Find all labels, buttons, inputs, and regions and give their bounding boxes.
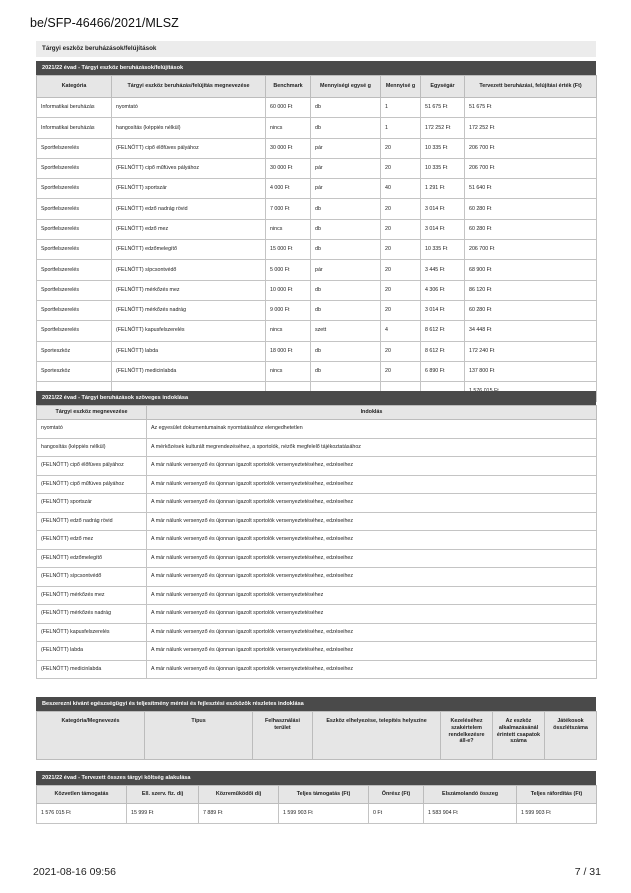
column-header: Benchmark xyxy=(266,76,311,98)
column-header: Játékosok összlétszáma xyxy=(545,712,597,760)
table-cell: 20 xyxy=(381,219,421,239)
table-cell: A már nálunk versenyző és újonnan igazolt sportolók versenyeztetéséhez, edzéseihez xyxy=(147,457,597,476)
cost-value: 1 576 015 Ft xyxy=(37,804,127,824)
table-cell: db xyxy=(311,361,381,381)
table-row xyxy=(37,361,597,381)
cost-value: 1 583 904 Ft xyxy=(424,804,517,824)
table-row xyxy=(37,605,597,624)
health-title: Beszerezni kívánt egészségügyi és teljesítmény mérési és fejlesztési eszközök részletes indoklása xyxy=(36,697,596,711)
table-cell: 20 xyxy=(381,300,421,320)
table-cell: nincs xyxy=(266,219,311,239)
table-cell: A már nálunk versenyző és újonnan igazolt sportolók versenyeztetéséhez, edzéseihez xyxy=(147,475,597,494)
cost-value: 7 889 Ft xyxy=(199,804,279,824)
table-cell: 60 280 Ft xyxy=(465,300,597,320)
table-cell: 60 280 Ft xyxy=(465,219,597,239)
column-header: Önrész (Ft) xyxy=(369,786,424,804)
table-row xyxy=(37,158,597,178)
column-header: Teljes ráfordítás (Ft) xyxy=(517,786,597,804)
column-header: Kezeléséhez szakértelem rendelkezésre áll-e? xyxy=(441,712,493,760)
table-cell: (FELNŐTT) edző nadrág rövid xyxy=(37,512,147,531)
column-header: Az eszköz alkalmazásánál érintett csapatok száma xyxy=(493,712,545,760)
table-row xyxy=(37,549,597,568)
costs-values-row xyxy=(37,804,597,824)
table-cell: 6 890 Ft xyxy=(421,361,465,381)
table-cell: 68 900 Ft xyxy=(465,260,597,280)
table-cell: 206 700 Ft xyxy=(465,240,597,260)
table-row xyxy=(37,98,597,118)
table-cell: 51 640 Ft xyxy=(465,179,597,199)
table-cell: A már nálunk versenyző és újonnan igazolt sportolók versenyeztetéséhez, edzéseihez xyxy=(147,512,597,531)
table-cell: 51 675 Ft xyxy=(421,98,465,118)
table-row xyxy=(37,475,597,494)
health-section xyxy=(36,697,596,760)
table-cell: db xyxy=(311,280,381,300)
table-cell: (FELNŐTT) sportszár xyxy=(37,494,147,513)
footer-datetime: 2021-08-16 09:56 xyxy=(33,866,116,878)
costs-header-row xyxy=(37,786,597,804)
column-header: Mennyiségi egysé g xyxy=(311,76,381,98)
table-cell: 20 xyxy=(381,138,421,158)
table-cell: (FELNŐTT) mérkőzés nadrág xyxy=(112,300,266,320)
table-row xyxy=(37,494,597,513)
table-cell: Informatikai beruházás xyxy=(37,98,112,118)
section-title: Tárgyi eszköz beruházások/felújítások xyxy=(36,41,596,57)
table-cell: 7 000 Ft xyxy=(266,199,311,219)
table-cell: 86 120 Ft xyxy=(465,280,597,300)
table-cell: (FELNŐTT) mérkőzés nadrág xyxy=(37,605,147,624)
table-cell: db xyxy=(311,240,381,260)
table-cell: Sportfelszerelés xyxy=(37,300,112,320)
table-cell: nincs xyxy=(266,321,311,341)
table-cell: 3 014 Ft xyxy=(421,300,465,320)
table-cell: db xyxy=(311,199,381,219)
investments-header-row xyxy=(37,76,597,98)
column-header: Indoklás xyxy=(147,406,597,420)
table-cell: 8 612 Ft xyxy=(421,341,465,361)
table-cell: (FELNŐTT) kapusfelszerelés xyxy=(112,321,266,341)
table-row xyxy=(37,568,597,587)
costs-section xyxy=(36,771,596,824)
table-cell: Sportfelszerelés xyxy=(37,240,112,260)
table-cell: 3 014 Ft xyxy=(421,219,465,239)
table-cell: 15 000 Ft xyxy=(266,240,311,260)
table-cell: 1 291 Ft xyxy=(421,179,465,199)
table-cell: Sportfelszerelés xyxy=(37,199,112,219)
table-cell: db xyxy=(311,98,381,118)
table-cell: db xyxy=(311,341,381,361)
table-cell: 20 xyxy=(381,280,421,300)
table-row xyxy=(37,300,597,320)
investments-table xyxy=(36,75,597,402)
table-cell: Sporteszköz xyxy=(37,361,112,381)
table-cell: nincs xyxy=(266,361,311,381)
table-row xyxy=(37,642,597,661)
table-row xyxy=(37,623,597,642)
table-cell: (FELNŐTT) labda xyxy=(112,341,266,361)
column-header: Teljes támogatás (Ft) xyxy=(279,786,369,804)
table-cell: 172 252 Ft xyxy=(465,118,597,138)
justification-body xyxy=(37,420,597,679)
table-cell: 30 000 Ft xyxy=(266,158,311,178)
table-cell: Sportfelszerelés xyxy=(37,138,112,158)
table-cell: 137 800 Ft xyxy=(465,361,597,381)
table-cell: (FELNŐTT) edző mez xyxy=(37,531,147,550)
column-header: Ell. szerv. fiz. díj xyxy=(127,786,199,804)
table-cell: A már nálunk versenyző és újonnan igazolt sportolók versenyeztetéséhez, edzéseihez xyxy=(147,568,597,587)
table-cell: 51 675 Ft xyxy=(465,98,597,118)
table-cell: A már nálunk versenyző és újonnan igazolt sportolók versenyeztetéséhez xyxy=(147,605,597,624)
column-header: Közreműködői díj xyxy=(199,786,279,804)
table-row xyxy=(37,586,597,605)
table-cell: Sportfelszerelés xyxy=(37,179,112,199)
table-cell: 5 000 Ft xyxy=(266,260,311,280)
table-cell: 172 252 Ft xyxy=(421,118,465,138)
health-header-row xyxy=(37,712,597,760)
table-cell: 10 335 Ft xyxy=(421,240,465,260)
health-table xyxy=(36,711,597,760)
table-cell: pár xyxy=(311,138,381,158)
table-cell: Sportfelszerelés xyxy=(37,219,112,239)
table-cell: (FELNŐTT) sípcsontvédő xyxy=(37,568,147,587)
cost-value: 15 999 Ft xyxy=(127,804,199,824)
table-cell: 9 000 Ft xyxy=(266,300,311,320)
justification-table xyxy=(36,405,597,679)
column-header: Kategória/Megnevezés xyxy=(37,712,145,760)
table-cell: 20 xyxy=(381,361,421,381)
table-cell: db xyxy=(311,300,381,320)
costs-title: 2021/22 évad - Tervezett összes tárgyi költség alakulása xyxy=(36,771,596,785)
table-row xyxy=(37,138,597,158)
column-header: Tervezett beruházási, felújítási érték (Ft) xyxy=(465,76,597,98)
table-cell: 40 xyxy=(381,179,421,199)
table-cell: A már nálunk versenyző és újonnan igazolt sportolók versenyeztetéséhez, edzéseihez xyxy=(147,531,597,550)
column-header: Típus xyxy=(145,712,253,760)
table-cell: 20 xyxy=(381,240,421,260)
table-row xyxy=(37,240,597,260)
table-cell: 1 xyxy=(381,98,421,118)
table-cell: (FELNŐTT) cipő műfüves pályához xyxy=(37,475,147,494)
table-cell: (FELNŐTT) kapusfelszerelés xyxy=(37,623,147,642)
costs-table xyxy=(36,785,597,824)
table-cell: Sporteszköz xyxy=(37,341,112,361)
column-header: Mennyisé g xyxy=(381,76,421,98)
table-row xyxy=(37,660,597,679)
table-cell: db xyxy=(311,219,381,239)
table-cell: Sportfelszerelés xyxy=(37,260,112,280)
table-row xyxy=(37,512,597,531)
table-row xyxy=(37,438,597,457)
table-cell: hangosítás (képpiés nélkül) xyxy=(37,438,147,457)
table-cell: (FELNŐTT) medicinlabda xyxy=(112,361,266,381)
table-row xyxy=(37,531,597,550)
table-cell: 3 445 Ft xyxy=(421,260,465,280)
table-cell: pár xyxy=(311,158,381,178)
table-row xyxy=(37,457,597,476)
table-row xyxy=(37,321,597,341)
table-cell: 20 xyxy=(381,341,421,361)
table-cell: 4 306 Ft xyxy=(421,280,465,300)
table-cell: 1 xyxy=(381,118,421,138)
table-cell: 34 448 Ft xyxy=(465,321,597,341)
column-header: Tárgyi eszköz beruházás/felújítás megnevezése xyxy=(112,76,266,98)
table-row xyxy=(37,341,597,361)
table-cell: szett xyxy=(311,321,381,341)
table-cell: 4 xyxy=(381,321,421,341)
table-cell: 3 014 Ft xyxy=(421,199,465,219)
table-row xyxy=(37,179,597,199)
table-cell: 20 xyxy=(381,260,421,280)
column-header: Felhasználási terület xyxy=(253,712,313,760)
table-cell: Sportfelszerelés xyxy=(37,158,112,178)
table-cell: nyomtató xyxy=(112,98,266,118)
justification-header-row xyxy=(37,406,597,420)
table-cell: (FELNŐTT) edző nadrág rövid xyxy=(112,199,266,219)
table-cell: A már nálunk versenyző és újonnan igazolt sportolók versenyeztetéséhez, edzéseihez xyxy=(147,642,597,661)
cost-value: 1 599 903 Ft xyxy=(517,804,597,824)
cost-value: 0 Ft xyxy=(369,804,424,824)
table-cell: Sportfelszerelés xyxy=(37,321,112,341)
table-cell: A már nálunk versenyző és újonnan igazolt sportolók versenyeztetéséhez, edzéseihez xyxy=(147,660,597,679)
table-cell: Sportfelszerelés xyxy=(37,280,112,300)
table-row xyxy=(37,118,597,138)
table-cell: A már nálunk versenyző és újonnan igazolt sportolók versenyeztetéséhez xyxy=(147,586,597,605)
table-cell: A már nálunk versenyző és újonnan igazolt sportolók versenyeztetéséhez, edzéseihez xyxy=(147,623,597,642)
table-cell: 18 000 Ft xyxy=(266,341,311,361)
table-cell: (FELNŐTT) mérkőzés mez xyxy=(112,280,266,300)
table-cell: pár xyxy=(311,260,381,280)
investments-section xyxy=(36,61,596,402)
table-cell: nincs xyxy=(266,118,311,138)
table-cell: 60 280 Ft xyxy=(465,199,597,219)
column-header: Közvetlen támogatás xyxy=(37,786,127,804)
table-cell: hangosítás (képpiés nélkül) xyxy=(112,118,266,138)
table-cell: 206 700 Ft xyxy=(465,158,597,178)
table-cell: Az egyesület dokumentumainak nyomtatásához elengedhetetlen xyxy=(147,420,597,439)
table-cell: db xyxy=(311,118,381,138)
column-header: Kategória xyxy=(37,76,112,98)
table-cell: (FELNŐTT) labda xyxy=(37,642,147,661)
table-cell: 10 000 Ft xyxy=(266,280,311,300)
table-row xyxy=(37,199,597,219)
cost-value: 1 599 903 Ft xyxy=(279,804,369,824)
table-cell: 172 240 Ft xyxy=(465,341,597,361)
table-row xyxy=(37,280,597,300)
table-cell: (FELNŐTT) cipő élőfüves pályához xyxy=(37,457,147,476)
table-cell: pár xyxy=(311,179,381,199)
table-cell: (FELNŐTT) edzőmelegítő xyxy=(112,240,266,260)
table-cell: (FELNŐTT) medicinlabda xyxy=(37,660,147,679)
table-cell: (FELNŐTT) edzőmelegítő xyxy=(37,549,147,568)
investments-title: 2021/22 évad - Tárgyi eszköz beruházások/felújítások xyxy=(36,61,596,75)
table-cell: 4 000 Ft xyxy=(266,179,311,199)
table-cell: 8 612 Ft xyxy=(421,321,465,341)
table-row xyxy=(37,420,597,439)
table-row xyxy=(37,260,597,280)
table-cell: (FELNŐTT) edző mez xyxy=(112,219,266,239)
table-cell: (FELNŐTT) sípcsontvédő xyxy=(112,260,266,280)
table-cell: (FELNŐTT) cipő élőfüves pályához xyxy=(112,138,266,158)
document-id: be/SFP-46466/2021/MLSZ xyxy=(30,16,179,30)
table-cell: 60 000 Ft xyxy=(266,98,311,118)
table-cell: (FELNŐTT) mérkőzés mez xyxy=(37,586,147,605)
table-cell: (FELNŐTT) cipő műfüves pályához xyxy=(112,158,266,178)
table-cell: A mérkőzések kulturált megrendezéséhez, a sportolók, nézők megfelelő tájékoztatásához xyxy=(147,438,597,457)
column-header: Elszámolandó összeg xyxy=(424,786,517,804)
table-cell: 20 xyxy=(381,158,421,178)
table-row xyxy=(37,219,597,239)
table-cell: 20 xyxy=(381,199,421,219)
table-cell: (FELNŐTT) sportszár xyxy=(112,179,266,199)
column-header: Eszköz elhelyezése, telepítés helyszíne xyxy=(313,712,441,760)
justification-section xyxy=(36,391,596,679)
table-cell: 10 335 Ft xyxy=(421,138,465,158)
footer-page-number: 7 / 31 xyxy=(574,866,601,878)
table-cell: 206 700 Ft xyxy=(465,138,597,158)
column-header: Tárgyi eszköz megnevezése xyxy=(37,406,147,420)
column-header: Egységár xyxy=(421,76,465,98)
table-cell: A már nálunk versenyző és újonnan igazolt sportolók versenyeztetéséhez, edzéseihez xyxy=(147,549,597,568)
table-cell: nyomtató xyxy=(37,420,147,439)
table-cell: A már nálunk versenyző és újonnan igazolt sportolók versenyeztetéséhez, edzéseihez xyxy=(147,494,597,513)
table-cell: 10 335 Ft xyxy=(421,158,465,178)
justification-title: 2021/22 évad - Tárgyi beruházások szöveges indoklása xyxy=(36,391,596,405)
table-cell: 30 000 Ft xyxy=(266,138,311,158)
table-cell: Informatikai beruházás xyxy=(37,118,112,138)
investments-body xyxy=(37,98,597,402)
